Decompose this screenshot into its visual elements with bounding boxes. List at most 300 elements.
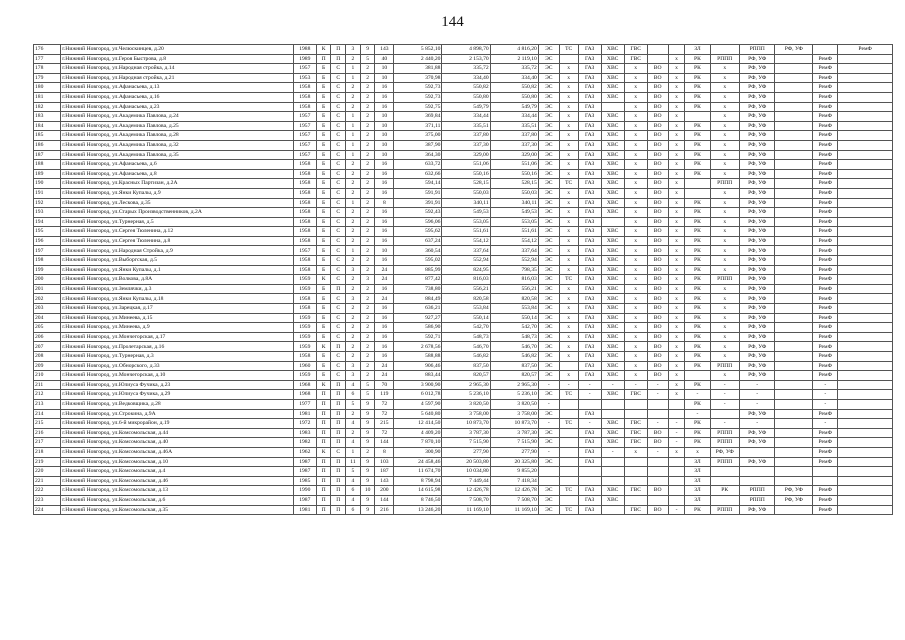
table-cell: РемФ — [813, 140, 838, 150]
table-cell: ВО — [647, 428, 668, 438]
table-cell — [838, 294, 893, 304]
row-number-cell: 205 — [34, 323, 61, 333]
row-number-cell: 217 — [34, 438, 61, 448]
table-cell — [601, 476, 624, 486]
table-cell — [775, 447, 813, 457]
table-cell: 3 900,90 — [394, 380, 442, 390]
table-cell: ГАЗ — [578, 332, 601, 342]
table-cell: РемФ — [813, 246, 838, 256]
table-cell: 335,51 — [442, 121, 490, 131]
table-cell: ГАЗ — [578, 256, 601, 266]
table-cell: П — [331, 495, 346, 505]
table-cell — [710, 409, 739, 419]
table-cell — [710, 45, 739, 55]
table-cell: РК — [685, 352, 710, 362]
table-cell: РК — [685, 246, 710, 256]
table-cell — [838, 73, 893, 83]
table-cell: 24 — [375, 361, 394, 371]
table-cell: 1 — [346, 131, 361, 141]
table-cell: 2 — [346, 236, 361, 246]
row-number-cell: 209 — [34, 361, 61, 371]
table-row — [34, 342, 893, 352]
table-cell: С — [331, 236, 346, 246]
table-cell: - — [813, 390, 838, 400]
table-cell: ГАЗ — [578, 64, 601, 74]
table-cell: х — [624, 112, 647, 122]
table-cell: 10 — [375, 150, 394, 160]
row-number-cell: 179 — [34, 73, 61, 83]
table-cell: 550,80 — [490, 92, 538, 102]
table-cell: ГАЗ — [578, 361, 601, 371]
table-row — [34, 371, 893, 381]
address-cell: г.Нижний Новгород, ул.Комсомольская, д.46А — [61, 447, 294, 457]
table-cell: ВО — [647, 332, 668, 342]
table-cell: ЭС — [538, 64, 559, 74]
address-cell: г.Нижний Новгород, ул.Землячки, д.3 — [61, 284, 294, 294]
table-cell: х — [624, 323, 647, 333]
table-cell: РК — [685, 160, 710, 170]
table-cell: П — [316, 409, 331, 419]
table-cell: 548,73 — [442, 332, 490, 342]
table-cell: - — [710, 399, 739, 409]
table-row — [34, 505, 893, 515]
table-cell: Б — [316, 352, 331, 362]
table-cell: 2 — [360, 140, 375, 150]
table-cell: ВО — [647, 486, 668, 496]
table-cell: Б — [316, 121, 331, 131]
table-cell: 2 — [360, 371, 375, 381]
table-cell: ВО — [647, 112, 668, 122]
table-cell — [838, 140, 893, 150]
table-cell: К — [316, 275, 331, 285]
table-cell — [739, 447, 775, 457]
row-number-cell: 183 — [34, 112, 61, 122]
table-cell — [775, 419, 813, 429]
table-cell: 16 — [375, 83, 394, 93]
address-cell: г.Нижний Новгород, ул.Комсомольская, д.46 — [61, 476, 294, 486]
table-cell — [601, 467, 624, 477]
row-number-cell: 221 — [34, 476, 61, 486]
table-cell: 2 — [360, 208, 375, 218]
table-cell: ЭС — [538, 352, 559, 362]
table-cell: х — [668, 54, 685, 64]
table-cell: ВО — [647, 64, 668, 74]
table-cell — [838, 64, 893, 74]
table-cell: 24 — [375, 371, 394, 381]
table-cell: х — [559, 208, 578, 218]
table-cell: х — [668, 256, 685, 266]
table-cell: х — [668, 140, 685, 150]
table-cell: 24 — [375, 265, 394, 275]
table-cell: х — [624, 73, 647, 83]
table-cell — [838, 342, 893, 352]
table-cell: - — [559, 380, 578, 390]
table-cell: 11 169,10 — [442, 505, 490, 515]
table-cell: ЗЛ — [685, 495, 710, 505]
table-cell — [668, 45, 685, 55]
table-cell: 1 — [346, 112, 361, 122]
table-cell: ВО — [647, 208, 668, 218]
table-cell — [601, 399, 624, 409]
table-cell: РК — [685, 419, 710, 429]
table-cell: РФ, УФ — [739, 150, 775, 160]
table-cell: Б — [316, 140, 331, 150]
table-cell: х — [559, 217, 578, 227]
table-cell: 16 — [375, 313, 394, 323]
address-cell: г.Нижний Новгород, ул.Янки Купалы, д.18 — [61, 294, 294, 304]
table-cell: ЭС — [538, 294, 559, 304]
table-cell: 20 325,80 — [490, 457, 538, 467]
table-cell: П — [316, 399, 331, 409]
table-cell: РФ, УФ — [739, 284, 775, 294]
table-cell: РППП — [710, 275, 739, 285]
table-cell: 4 — [346, 419, 361, 429]
row-number-cell: 189 — [34, 169, 61, 179]
table-cell: - — [739, 380, 775, 390]
table-cell — [838, 179, 893, 189]
table-cell — [838, 419, 893, 429]
table-cell: ВО — [647, 83, 668, 93]
table-cell: 2 — [346, 352, 361, 362]
table-cell — [624, 476, 647, 486]
address-cell: г.Нижний Новгород, ул.Сергея Тюленина, д.12 — [61, 227, 294, 237]
table-cell: ГАЗ — [578, 371, 601, 381]
table-cell: 2 — [360, 64, 375, 74]
table-cell: РФ, УФ — [739, 92, 775, 102]
table-cell: РемФ — [813, 313, 838, 323]
table-cell: ХВС — [601, 179, 624, 189]
table-cell: 9 — [360, 399, 375, 409]
table-row — [34, 390, 893, 400]
table-cell: 2 965,30 — [442, 380, 490, 390]
table-cell: РФ, УФ — [739, 428, 775, 438]
table-cell — [838, 169, 893, 179]
table-cell: 546,82 — [490, 352, 538, 362]
table-cell: х — [559, 352, 578, 362]
table-cell: х — [668, 380, 685, 390]
row-number-cell: 214 — [34, 409, 61, 419]
table-cell: х — [559, 83, 578, 93]
table-cell: х — [668, 102, 685, 112]
table-cell: 9 — [360, 457, 375, 467]
table-cell — [668, 409, 685, 419]
table-row — [34, 265, 893, 275]
table-row — [34, 304, 893, 314]
table-cell: х — [624, 332, 647, 342]
table-cell: ЭС — [538, 150, 559, 160]
table-cell: Б — [316, 160, 331, 170]
table-cell: ХВС — [601, 428, 624, 438]
row-number-cell: 203 — [34, 304, 61, 314]
table-cell: РемФ — [813, 352, 838, 362]
table-cell: 200 — [375, 486, 394, 496]
table-cell: х — [559, 112, 578, 122]
table-cell — [647, 409, 668, 419]
table-cell: РемФ — [813, 409, 838, 419]
table-cell: РК — [710, 486, 739, 496]
table-cell: 2 — [360, 160, 375, 170]
table-cell: 360,54 — [394, 246, 442, 256]
table-cell: 2 — [346, 227, 361, 237]
table-cell: х — [624, 371, 647, 381]
table-cell: х — [668, 332, 685, 342]
table-cell: РФ, УФ — [739, 304, 775, 314]
address-cell: г.Нижний Новгород, ул.Народная стройка, д.21 — [61, 73, 294, 83]
table-cell: С — [331, 265, 346, 275]
table-cell: х — [624, 256, 647, 266]
table-cell: РемФ — [813, 275, 838, 285]
table-row — [34, 361, 893, 371]
table-cell: РФ, УФ — [739, 83, 775, 93]
row-number-cell: 178 — [34, 64, 61, 74]
table-cell — [775, 236, 813, 246]
table-cell: РФ, УФ — [739, 217, 775, 227]
table-cell: 2 — [346, 54, 361, 64]
table-cell: РППП — [739, 45, 775, 55]
table-cell: ГАЗ — [578, 265, 601, 275]
table-cell: - — [668, 438, 685, 448]
table-cell — [775, 73, 813, 83]
table-cell: 1957 — [293, 246, 316, 256]
table-cell: 1 — [346, 198, 361, 208]
table-cell — [668, 486, 685, 496]
table-cell: 2 — [360, 447, 375, 457]
table-cell: х — [710, 92, 739, 102]
table-cell: 1983 — [293, 428, 316, 438]
table-cell: ЭС — [538, 390, 559, 400]
table-cell: 119 — [375, 390, 394, 400]
table-cell: х — [559, 121, 578, 131]
table-cell: - — [578, 419, 601, 429]
table-cell — [647, 457, 668, 467]
table-cell: ГАЗ — [578, 352, 601, 362]
table-cell: РК — [685, 380, 710, 390]
table-cell: ГАЗ — [578, 313, 601, 323]
table-cell: 632,66 — [394, 169, 442, 179]
table-cell — [601, 457, 624, 467]
table-cell: РемФ — [813, 73, 838, 83]
table-cell: 16 — [375, 284, 394, 294]
table-cell: ХВС — [601, 265, 624, 275]
table-cell: х — [668, 208, 685, 218]
table-cell: Б — [316, 131, 331, 141]
table-cell — [838, 390, 893, 400]
table-cell: 1959 — [293, 323, 316, 333]
table-cell: 371,11 — [394, 121, 442, 131]
table-cell: 6 — [346, 505, 361, 515]
table-cell: РемФ — [813, 265, 838, 275]
table-cell: П — [331, 505, 346, 515]
table-cell: 1958 — [293, 179, 316, 189]
table-cell: РППП — [710, 438, 739, 448]
table-cell — [647, 45, 668, 55]
row-number-cell: 187 — [34, 150, 61, 160]
row-number-cell: 176 — [34, 45, 61, 55]
table-cell: х — [624, 150, 647, 160]
table-cell — [813, 45, 838, 55]
table-cell: 816,03 — [442, 275, 490, 285]
table-cell: ВО — [647, 323, 668, 333]
table-cell: 13 246,20 — [394, 505, 442, 515]
table-cell: 1958 — [293, 304, 316, 314]
table-cell: ХВС — [601, 198, 624, 208]
table-cell: ГАЗ — [578, 428, 601, 438]
table-cell: х — [559, 92, 578, 102]
table-row — [34, 486, 893, 496]
table-cell — [601, 217, 624, 227]
table-cell: ХВС — [601, 419, 624, 429]
table-cell — [838, 92, 893, 102]
row-number-cell: 181 — [34, 92, 61, 102]
table-cell: - — [739, 390, 775, 400]
table-cell — [838, 457, 893, 467]
table-cell — [775, 121, 813, 131]
table-cell: х — [668, 112, 685, 122]
table-cell: 387,90 — [394, 140, 442, 150]
table-cell: РемФ — [813, 121, 838, 131]
table-cell: 6 — [346, 486, 361, 496]
table-cell: ЭС — [538, 256, 559, 266]
table-cell: ЭС — [538, 121, 559, 131]
table-cell: 636,21 — [394, 304, 442, 314]
table-cell: РФ, УФ — [739, 438, 775, 448]
table-cell: ГВС — [624, 390, 647, 400]
table-cell: 549,53 — [442, 208, 490, 218]
table-cell: РК — [685, 208, 710, 218]
table-cell: 1959 — [293, 371, 316, 381]
table-cell: РППП — [739, 486, 775, 496]
table-cell — [775, 179, 813, 189]
table-cell: х — [624, 121, 647, 131]
table-cell: х — [559, 188, 578, 198]
table-cell: 10 — [360, 486, 375, 496]
table-cell: ХВС — [601, 284, 624, 294]
table-cell: ВО — [647, 256, 668, 266]
table-cell: 2 — [346, 102, 361, 112]
table-cell: ГАЗ — [578, 217, 601, 227]
table-cell: х — [624, 102, 647, 112]
table-cell: 2 — [346, 92, 361, 102]
table-cell: 1958 — [293, 188, 316, 198]
table-cell: х — [710, 304, 739, 314]
table-cell: РФ, УФ — [739, 227, 775, 237]
table-cell: РемФ — [813, 342, 838, 352]
table-cell — [578, 467, 601, 477]
table-row — [34, 332, 893, 342]
table-cell — [775, 256, 813, 266]
address-cell: г.Нижний Новгород, ул.Афанасьева, д.6 — [61, 160, 294, 170]
table-row — [34, 112, 893, 122]
table-cell — [838, 467, 893, 477]
table-cell: х — [710, 227, 739, 237]
table-cell: ЭС — [538, 342, 559, 352]
address-cell: г.Нижний Новгород, ул.Янки Купалы, д.9 — [61, 188, 294, 198]
address-cell: г.Нижний Новгород, ул.Комсомольская, д.13 — [61, 486, 294, 496]
table-cell: 1 — [346, 121, 361, 131]
address-cell: г.Нижний Новгород, ул.Пролетарская, д.16 — [61, 342, 294, 352]
table-cell: ХВС — [601, 64, 624, 74]
table-cell: 2 — [360, 332, 375, 342]
table-cell: ЭС — [538, 313, 559, 323]
table-cell: х — [559, 332, 578, 342]
table-cell: ЭС — [538, 246, 559, 256]
table-cell: х — [624, 140, 647, 150]
table-cell: ГАЗ — [578, 112, 601, 122]
table-cell: С — [331, 208, 346, 218]
table-cell: х — [559, 371, 578, 381]
table-cell: х — [559, 342, 578, 352]
table-cell: 550,03 — [442, 188, 490, 198]
table-cell: Б — [316, 112, 331, 122]
table-cell: П — [316, 419, 331, 429]
table-cell: РемФ — [813, 112, 838, 122]
table-cell: РФ, УФ — [739, 265, 775, 275]
table-cell: С — [331, 64, 346, 74]
table-row — [34, 409, 893, 419]
table-cell — [838, 380, 893, 390]
table-cell: ГВС — [624, 45, 647, 55]
address-cell: г.Нижний Новгород, ул.Героя Быстрова, д.8 — [61, 54, 294, 64]
table-cell: х — [710, 265, 739, 275]
table-cell: х — [624, 227, 647, 237]
table-cell: 5 640,80 — [394, 409, 442, 419]
table-cell: РемФ — [813, 188, 838, 198]
row-number-cell: 194 — [34, 217, 61, 227]
table-cell: 9 — [360, 409, 375, 419]
table-cell: 7 508,70 — [490, 495, 538, 505]
table-cell: 329,00 — [490, 150, 538, 160]
table-cell — [775, 457, 813, 467]
table-cell: - — [668, 505, 685, 515]
table-cell: ЗЛ — [685, 476, 710, 486]
table-cell: 1 — [346, 140, 361, 150]
table-cell: х — [710, 73, 739, 83]
table-cell — [775, 505, 813, 515]
address-cell: г.Нижний Новгород, ул.Академика Павлова, д.24 — [61, 112, 294, 122]
table-cell: 550,14 — [490, 313, 538, 323]
table-row — [34, 457, 893, 467]
table-cell: 542,70 — [490, 323, 538, 333]
table-cell: 550,03 — [490, 188, 538, 198]
table-cell — [775, 323, 813, 333]
table-cell: х — [668, 131, 685, 141]
table-cell: 552,94 — [490, 256, 538, 266]
table-cell: 554,12 — [442, 236, 490, 246]
table-cell: 1958 — [293, 352, 316, 362]
table-cell: ГАЗ — [578, 409, 601, 419]
table-cell — [775, 188, 813, 198]
table-cell: РК — [685, 217, 710, 227]
table-cell: 592,73 — [394, 83, 442, 93]
table-cell: 1960 — [293, 361, 316, 371]
table-cell: 883,44 — [394, 371, 442, 381]
table-cell: 16 — [375, 227, 394, 237]
table-cell — [838, 371, 893, 381]
table-cell: 8 — [375, 447, 394, 457]
table-cell: х — [710, 371, 739, 381]
table-row — [34, 323, 893, 333]
table-cell: С — [331, 352, 346, 362]
table-cell: 337,30 — [442, 140, 490, 150]
table-cell: ТС — [559, 505, 578, 515]
table-cell: РФ, УФ — [739, 179, 775, 189]
table-cell: РФ, УФ — [739, 294, 775, 304]
table-cell: 550,80 — [442, 92, 490, 102]
table-cell: 10 — [375, 73, 394, 83]
table-cell: 820,58 — [442, 294, 490, 304]
row-number-cell: 224 — [34, 505, 61, 515]
table-cell: РемФ — [813, 495, 838, 505]
